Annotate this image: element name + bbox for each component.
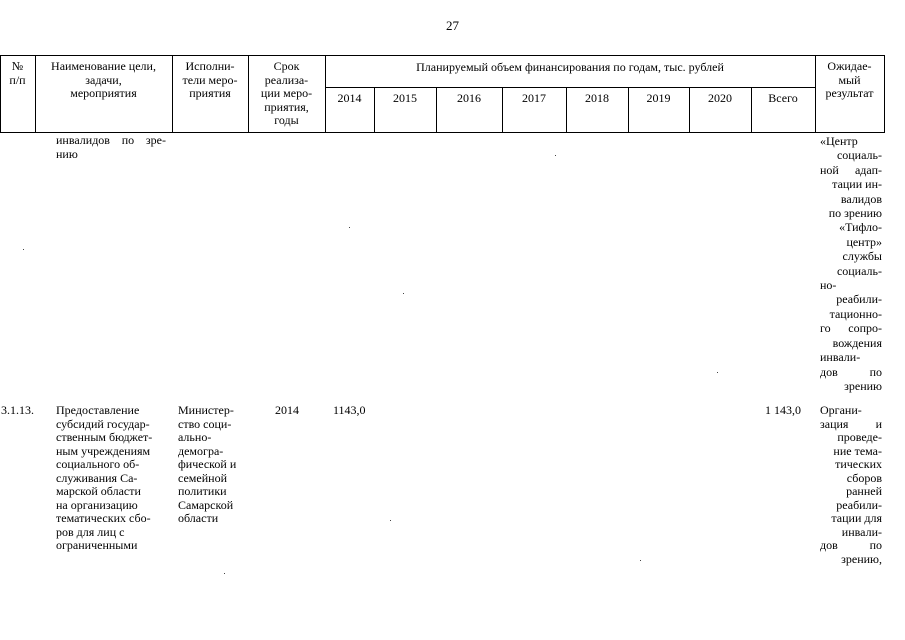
col-border-13 xyxy=(884,55,885,133)
row-name: Предоставление субсидий государ- ственным бюджет- ным учреждениям социального об- служивания Са- марской области на организацию тематических сбо- ров для лиц с ограниченными xyxy=(56,403,153,552)
header-year-2017: 2017 xyxy=(522,91,546,105)
continued-result: «Центр социаль- ной адап- тации ин- валидов по зрению «Тифло- центр» службы социаль- но- реабили- тационно- го сопро- вождения инвали- дов по зрению xyxy=(820,134,882,393)
year-header-divider xyxy=(325,87,815,88)
header-name: Наименование цели, задачи, мероприятия xyxy=(51,59,156,100)
header-result: Ожидае- мый результат xyxy=(825,59,874,100)
header-num: № п/п xyxy=(9,59,26,87)
row-term: 2014 xyxy=(275,403,299,417)
header-year-2016: 2016 xyxy=(457,91,481,105)
header-executor: Исполни- тели меро- приятия xyxy=(182,59,238,100)
header-term: Срок реализа- ции меро- приятия, годы xyxy=(260,59,313,127)
table-top-border xyxy=(0,55,885,56)
row-executor: Министер- ство соци- ально- демогра- фической и семейной политики Самарской области xyxy=(178,403,237,525)
header-total: Всего xyxy=(768,91,798,105)
row-amount-2014: 1143,0 xyxy=(333,403,366,417)
row-result: Органи- зация и проведе- ние тема- тических сборов ранней реабили- тации для инвали- дов по зрению, xyxy=(820,403,882,566)
page-number: 27 xyxy=(446,18,459,33)
header-year-2018: 2018 xyxy=(585,91,609,105)
header-funding-title: Планируемый объем финансирования по годам, тыс. рублей xyxy=(416,60,724,74)
header-year-2019: 2019 xyxy=(646,91,671,105)
continued-name: инвалидов по зре- нию xyxy=(56,133,166,161)
row-number: 3.1.13. xyxy=(1,403,34,417)
row-total: 1 143,0 xyxy=(765,403,801,417)
header-year-2014: 2014 xyxy=(337,91,362,105)
header-year-2015: 2015 xyxy=(393,91,417,105)
header-year-2020: 2020 xyxy=(708,91,732,105)
